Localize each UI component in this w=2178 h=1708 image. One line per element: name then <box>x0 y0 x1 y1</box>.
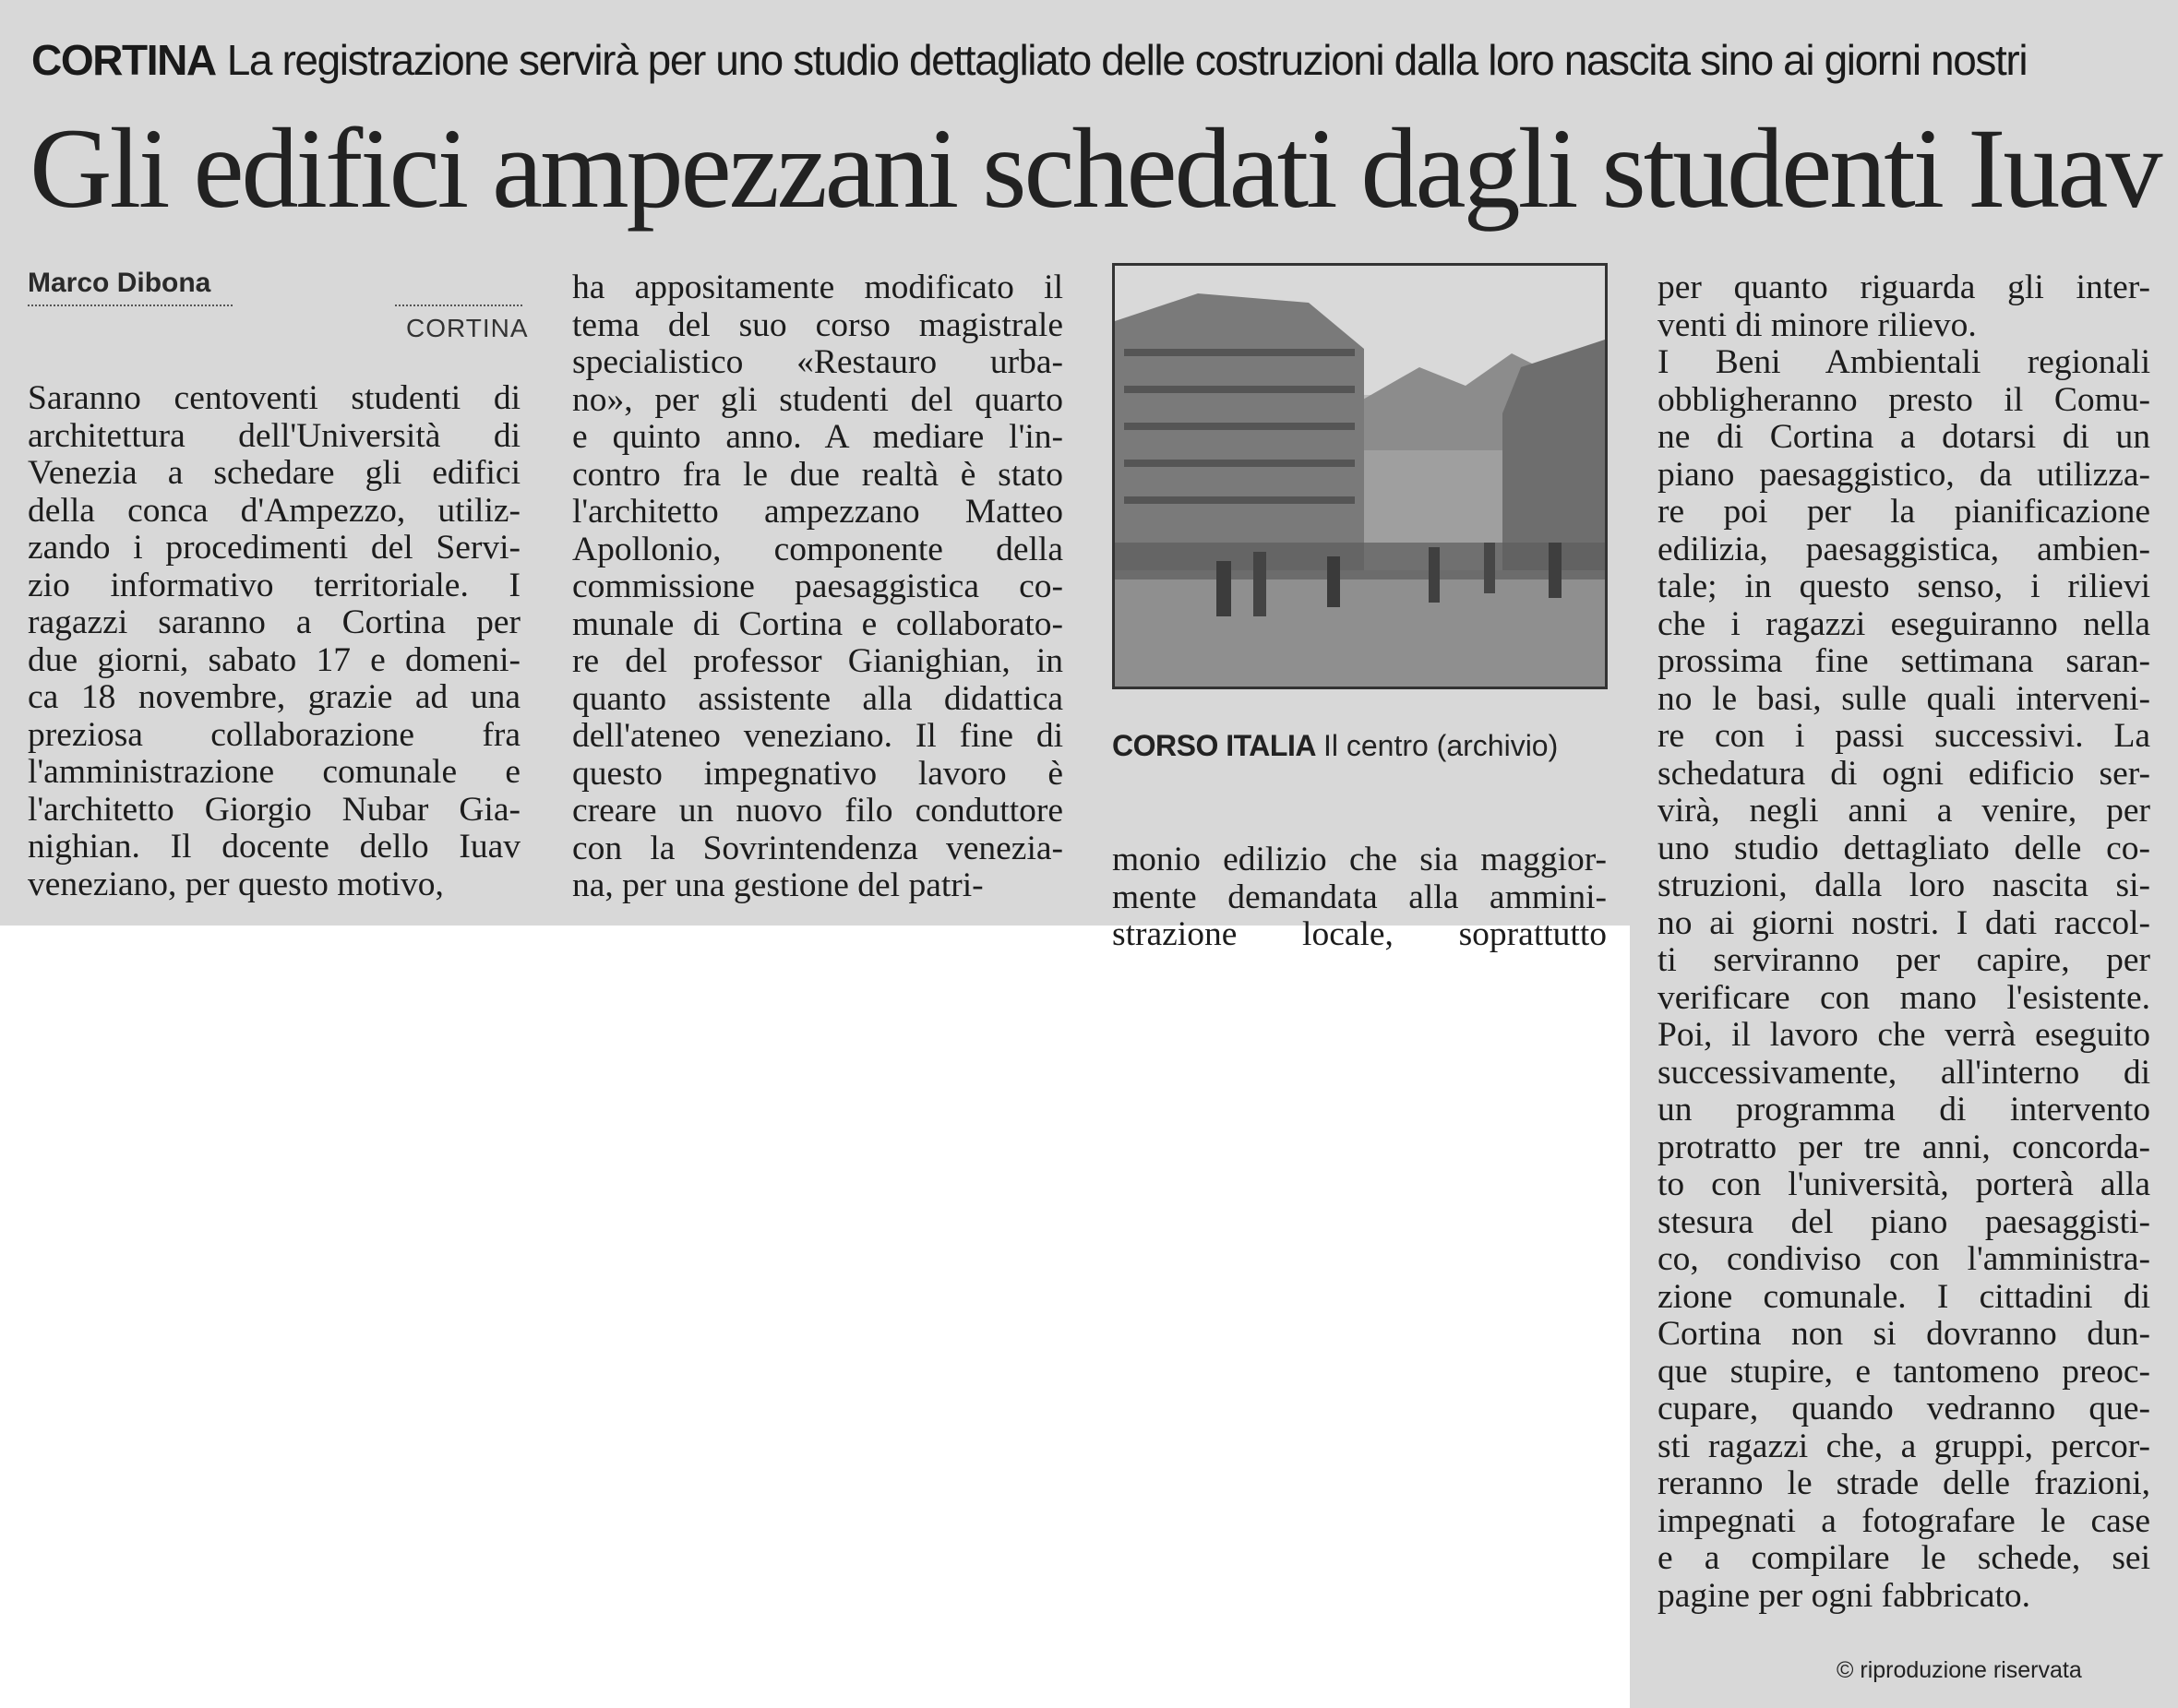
street-scene-image <box>1115 266 1605 687</box>
copyright-notice: © riproduzione riservata <box>1837 1657 2082 1683</box>
article-line: re poi per la pianificazione <box>1657 493 2150 531</box>
article-column-2 <box>572 269 1063 905</box>
article-line: zio informativo territoriale. I <box>28 566 521 604</box>
article-line: commissione paesaggistica co- <box>572 567 1063 605</box>
article-line: due giorni, sabato 17 e domeni- <box>28 640 521 679</box>
article-line: Apollonio, componente della <box>572 530 1063 568</box>
article-line: l'amministrazione comunale e <box>28 753 521 791</box>
photo-caption <box>1112 729 1558 763</box>
article-line: questo impegnativo lavoro è <box>572 754 1063 793</box>
article-line: to con l'università, porterà alla <box>1657 1165 2150 1203</box>
article-line: que stupire, e tantomeno preoc- <box>1657 1352 2150 1391</box>
article-line: ne di Cortina a dotarsi di un <box>1657 418 2150 456</box>
article-line: tema del suo corso magistrale <box>572 305 1063 344</box>
article-line: venti di minore rilievo. <box>1657 305 1977 344</box>
article-line: che i ragazzi eseguiranno nella <box>1657 604 2150 643</box>
article-line: monio edilizio che sia maggior- <box>1112 841 1607 878</box>
article-line: zione comunale. I cittadini di <box>1657 1277 2150 1316</box>
article-line: schedatura di ogni edificio ser- <box>1657 754 2150 793</box>
article-line: Poi, il lavoro che verrà eseguito <box>1657 1016 2150 1054</box>
article-line: piano paesaggistico, da utilizza- <box>1657 455 2150 494</box>
article-line: ca 18 novembre, grazie ad una <box>28 678 521 716</box>
article-line: Venezia a schedare gli edifici <box>28 454 521 492</box>
article-line: con la Sovrintendenza venezia- <box>572 829 1063 867</box>
article-line: successivamente, all'interno di <box>1657 1053 2150 1092</box>
article-photo <box>1112 263 1608 689</box>
article-line: e quinto anno. A mediare l'in- <box>572 418 1063 456</box>
caption-label: CORSO ITALIA <box>1112 729 1316 762</box>
caption-text: Il centro (archivio) <box>1322 729 1559 762</box>
article-line: I Beni Ambientali regionali <box>1657 343 2150 381</box>
article-line: uno studio dettagliato delle co- <box>1657 829 2150 867</box>
kicker-text: La registrazione servirà per uno studio dettagliato delle costruzioni dalla loro nascita sino ai giorni nostri <box>226 36 2028 84</box>
kicker-place: CORTINA <box>31 36 216 84</box>
headline: Gli edifici ampezzani schedati dagli studenti Iuav <box>30 105 2160 232</box>
article-line: prossima fine settimana saran- <box>1657 642 2150 680</box>
article-line: edilizia, paesaggistica, ambien- <box>1657 530 2150 568</box>
article-line: re con i passi successivi. La <box>1657 717 2150 755</box>
article-line: co, condiviso con l'amministra- <box>1657 1240 2150 1278</box>
article-line: della conca d'Ampezzo, utiliz- <box>28 491 521 530</box>
article-line: munale di Cortina e collaborato- <box>572 604 1063 643</box>
article-column-1 <box>28 380 521 903</box>
article-line: e a compilare le schede, sei <box>1657 1539 2150 1577</box>
article-line: architettura dell'Università di <box>28 416 521 455</box>
article-line: dell'ateneo veneziano. Il fine di <box>572 717 1063 755</box>
article-line: ragazzi saranno a Cortina per <box>28 603 521 641</box>
article-line: Cortina non si dovranno dun- <box>1657 1315 2150 1353</box>
dateline: CORTINA <box>406 314 529 342</box>
article-line: creare un nuovo filo conduttore <box>572 792 1063 830</box>
article-line: na, per una gestione del patri- <box>572 866 984 904</box>
article-line: Saranno centoventi studenti di <box>28 379 521 417</box>
article-line: stesura del piano paesaggisti- <box>1657 1202 2150 1241</box>
article-line: quanto assistente alla didattica <box>572 679 1063 718</box>
article-line: struzioni, dalla loro nascita si- <box>1657 866 2150 904</box>
article-line: l'architetto Giorgio Nubar Gia- <box>28 790 521 829</box>
article-line: l'architetto ampezzano Matteo <box>572 493 1063 531</box>
article-line: tale; in questo senso, i rilievi <box>1657 567 2150 605</box>
article-line: strazione locale, soprattutto <box>1112 915 1607 953</box>
byline-divider <box>28 305 233 306</box>
article-line: re del professor Gianighian, in <box>572 642 1063 680</box>
article-line: impegnati a fotografare le case <box>1657 1501 2150 1540</box>
article-line: contro fra le due realtà è stato <box>572 455 1063 494</box>
article-line: ha appositamente modificato il <box>572 269 1063 306</box>
article-line: mente demandata alla ammini- <box>1112 878 1607 916</box>
article-line: verificare con mano l'esistente. <box>1657 978 2150 1017</box>
dateline-divider <box>395 305 522 306</box>
article-line: pagine per ogni fabbricato. <box>1657 1576 2031 1615</box>
kicker <box>31 35 2154 100</box>
article-line: no», per gli studenti del quarto <box>572 380 1063 419</box>
article-line: zando i procedimenti del Servi- <box>28 529 521 567</box>
article-line: un programma di intervento <box>1657 1091 2150 1129</box>
article-line: sti ragazzi che, a gruppi, percor- <box>1657 1427 2150 1465</box>
article-line: nighian. Il docente dello Iuav <box>28 828 521 866</box>
article-line: ti serviranno per capire, per <box>1657 941 2150 979</box>
article-line: virà, negli anni a venire, per <box>1657 792 2150 830</box>
byline: Marco Dibona <box>28 268 211 298</box>
article-line: no ai giorni nostri. I dati raccol- <box>1657 903 2150 942</box>
article-line: no le basi, sulle quali interveni- <box>1657 679 2150 718</box>
article-column-3 <box>1112 842 1607 954</box>
article-line: per quanto riguarda gli inter- <box>1657 269 2150 306</box>
article-line: cupare, quando vedranno que- <box>1657 1390 2150 1427</box>
article-line: preziosa collaborazione fra <box>28 715 521 754</box>
article-line: reranno le strade delle frazioni, <box>1657 1464 2150 1502</box>
article-column-4 <box>1657 269 2150 1615</box>
article-line: obbligheranno presto il Comu- <box>1657 380 2150 419</box>
article-line: veneziano, per questo motivo, <box>28 865 444 903</box>
article-line: specialistico «Restauro urba- <box>572 343 1063 381</box>
article-line: protratto per tre anni, concorda- <box>1657 1128 2150 1166</box>
